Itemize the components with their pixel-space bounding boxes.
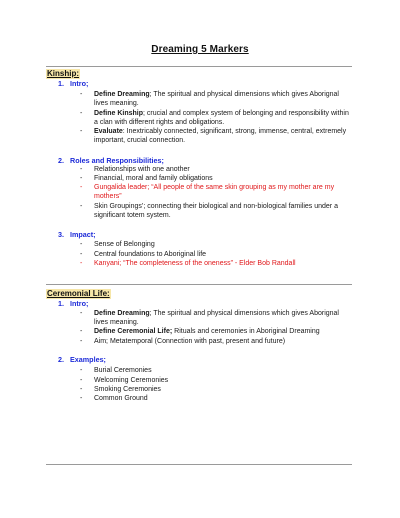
list-item: - Define Dreaming; The spiritual and physical dimensions which gives Aborignal lives meaning.: [80, 310, 339, 327]
subsection-heading: 2. Roles and Responsibilities;: [58, 156, 164, 165]
section-heading-kinship: Kinship:: [47, 69, 79, 78]
list-item: - Define Kinship; crucial and complex system of belonging and responsibility within a clan with different rights and obligations.: [80, 110, 349, 127]
list-item: - Smoking Ceremonies: [80, 386, 161, 393]
list-item: - Common Ground: [80, 395, 148, 402]
list-item: - Burial Ceremonies: [80, 367, 152, 374]
list-item-quote: - Gungalida leader; “All people of the same skin grouping as my mother are my mothers”: [80, 184, 335, 201]
subsection-heading: 2. Examples;: [58, 355, 106, 364]
list-item: - Aim; Metatemporal (Connection with past, present and future): [80, 338, 286, 345]
section-heading-ceremonial-life: Ceremonial Life:: [47, 289, 110, 298]
divider: [46, 66, 352, 67]
divider: [46, 464, 352, 465]
list-item: - Evaluate: Inextricably connected, significant, strong, immense, central, extremely important, crucial connection.: [80, 128, 347, 145]
page-title: Dreaming 5 Markers: [151, 44, 249, 55]
list-item: - Relationships with one another: [80, 166, 190, 173]
list-item: - Welcoming Ceremonies: [80, 377, 169, 384]
subsection-heading: 3. Impact;: [58, 230, 96, 239]
list-item-quote: - Kanyani; “The completeness of the oneness” - Elder Bob Randall: [80, 260, 296, 267]
list-item: - Skin Groupings’; connecting their biological and non-biological families under a significant totem system.: [80, 203, 338, 220]
subsection-heading: 1. Intro;: [58, 299, 89, 308]
divider: [46, 284, 352, 285]
subsection-heading: 1. Intro;: [58, 79, 89, 88]
list-item: - Define Ceremonial Life; Rituals and ceremonies in Aboriginal Dreaming: [80, 328, 320, 335]
list-item: - Financial, moral and family obligations: [80, 175, 213, 182]
list-item: - Central foundations to Aboriginal life: [80, 251, 207, 258]
list-item: - Define Dreaming; The spiritual and physical dimensions which gives Aborignal lives meaning.: [80, 91, 339, 108]
list-item: - Sense of Belonging: [80, 241, 155, 248]
